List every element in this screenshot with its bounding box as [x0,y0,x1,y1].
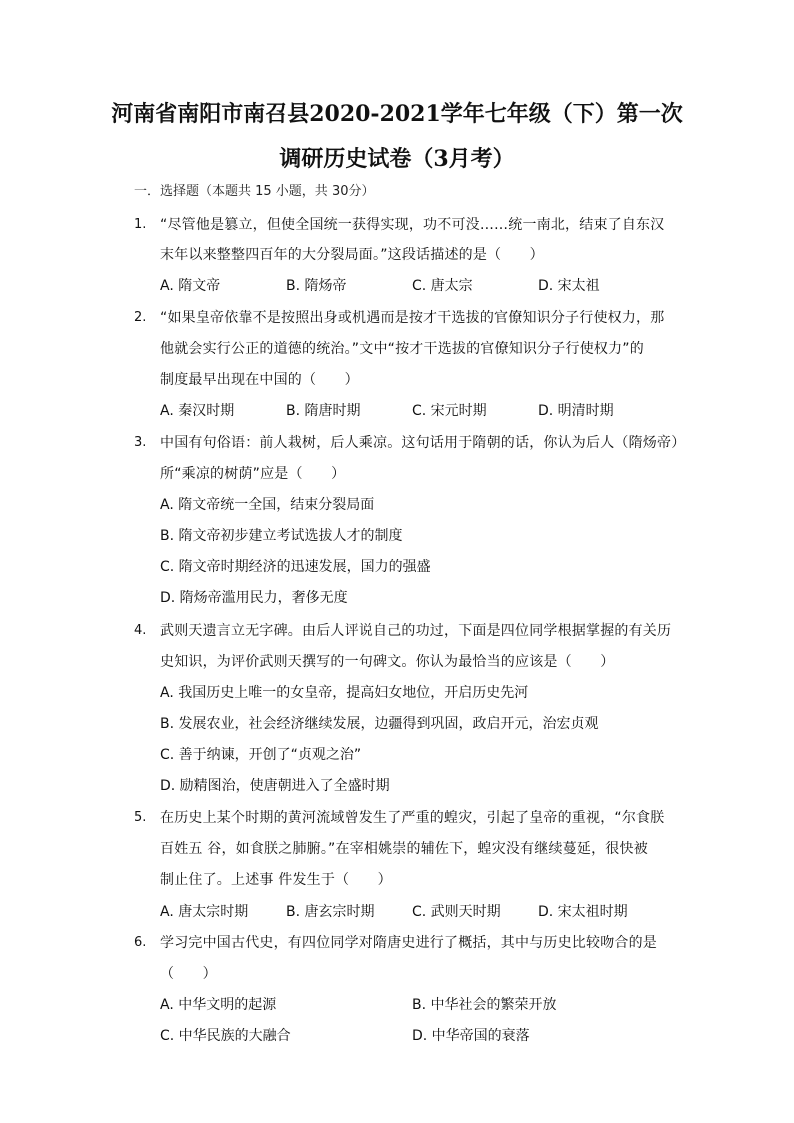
question-number: 4. [134,623,147,638]
option-b[interactable]: B. 隋唐时期 [286,403,361,419]
exam-title-line-1: 河南省南阳市南召县2020-2021学年七年级（下）第一次 [111,101,683,127]
option-b[interactable]: B. 中华社会的繁荣开放 [412,997,557,1013]
question-text-line: 中国有句俗语：前人栽树，后人乘凉。这句话用于隋朝的话，你认为后人（隋炀帝） [160,435,686,451]
option-d[interactable]: D. 宋太祖 [538,278,600,294]
question-text-line: 史知识，为评价武则天撰写的一句碑文。你认为最恰当的应该是（ ） [160,654,615,670]
option-c[interactable]: C. 善于纳谏，开创了“贞观之治” [160,747,362,763]
option-d[interactable]: D. 励精图治，使唐朝进入了全盛时期 [160,778,390,794]
option-c[interactable]: C. 中华民族的大融合 [160,1028,291,1044]
question-text-line: “如果皇帝依靠不是按照出身或机遇而是按才干选拔的官僚知识分子行使权力，那 [160,310,665,326]
question-number: 6. [134,935,147,950]
question-text-line: 他就会实行公正的道德的统治。”文中“按才干选拔的官僚知识分子行使权力”的 [160,341,644,357]
option-a[interactable]: A. 中华文明的起源 [160,997,277,1013]
option-d[interactable]: D. 隋炀帝滥用民力，奢侈无度 [160,590,348,606]
question-text-line: 学习完中国古代史，有四位同学对隋唐史进行了概括，其中与历史比较吻合的是 [160,935,657,951]
option-b[interactable]: B. 唐玄宗时期 [286,904,375,920]
question-number: 1. [134,217,147,232]
question-text-line: 武则天遗言立无字碑。由后人评说自己的功过，下面是四位同学根据掌握的有关历 [160,623,672,639]
option-d[interactable]: D. 宋太祖时期 [538,904,628,920]
option-c[interactable]: C. 武则天时期 [412,904,501,920]
option-d[interactable]: D. 中华帝国的衰落 [412,1028,530,1044]
option-a[interactable]: A. 秦汉时期 [160,403,235,419]
question-number: 3. [134,435,147,450]
question-text-line: 百姓五 谷，如食朕之肺腑。”在宰相姚崇的辅佐下，蝗灾没有继续蔓延，很快被 [160,841,648,857]
question-text-line: 所“乘凉的树荫”应是（ ） [160,466,346,482]
option-b[interactable]: B. 发展农业，社会经济继续发展，边疆得到巩固，政启开元，治宏贞观 [160,716,599,732]
question-text-line: 在历史上某个时期的黄河流域曾发生了严重的蝗灾，引起了皇帝的重视，“尔食朕 [160,810,665,826]
option-c[interactable]: C. 宋元时期 [412,403,487,419]
option-d[interactable]: D. 明清时期 [538,403,614,419]
question-text-line: 末年以来整整四百年的大分裂局面。”这段话描述的是（ ） [160,247,544,263]
question-text-line: 制度最早出现在中国的（ ） [160,372,359,388]
question-number: 5. [134,810,147,825]
option-a[interactable]: A. 唐太宗时期 [160,904,249,920]
question-text-line: “尽管他是篡立，但使全国统一获得实现，功不可没……统一南北，结束了自东汉 [160,217,665,233]
option-a[interactable]: A. 隋文帝统一全国，结束分裂局面 [160,497,375,513]
exam-title-line-2: 调研历史试卷（3月考） [279,146,515,172]
question-text-line: 制止住了。上述事 件发生于（ ） [160,872,392,888]
question-number: 2. [134,310,147,325]
option-c[interactable]: C. 隋文帝时期经济的迅速发展，国力的强盛 [160,559,431,575]
option-c[interactable]: C. 唐太宗 [412,278,473,294]
section-heading: 一．选择题（本题共 15 小题，共 30分） [134,184,375,199]
option-a[interactable]: A. 我国历史上唯一的女皇帝，提高妇女地位，开启历史先河 [160,685,529,701]
option-a[interactable]: A. 隋文帝 [160,278,221,294]
option-b[interactable]: B. 隋文帝初步建立考试选拔人才的制度 [160,528,403,544]
option-b[interactable]: B. 隋炀帝 [286,278,347,294]
question-text-line: （ ） [160,966,217,982]
